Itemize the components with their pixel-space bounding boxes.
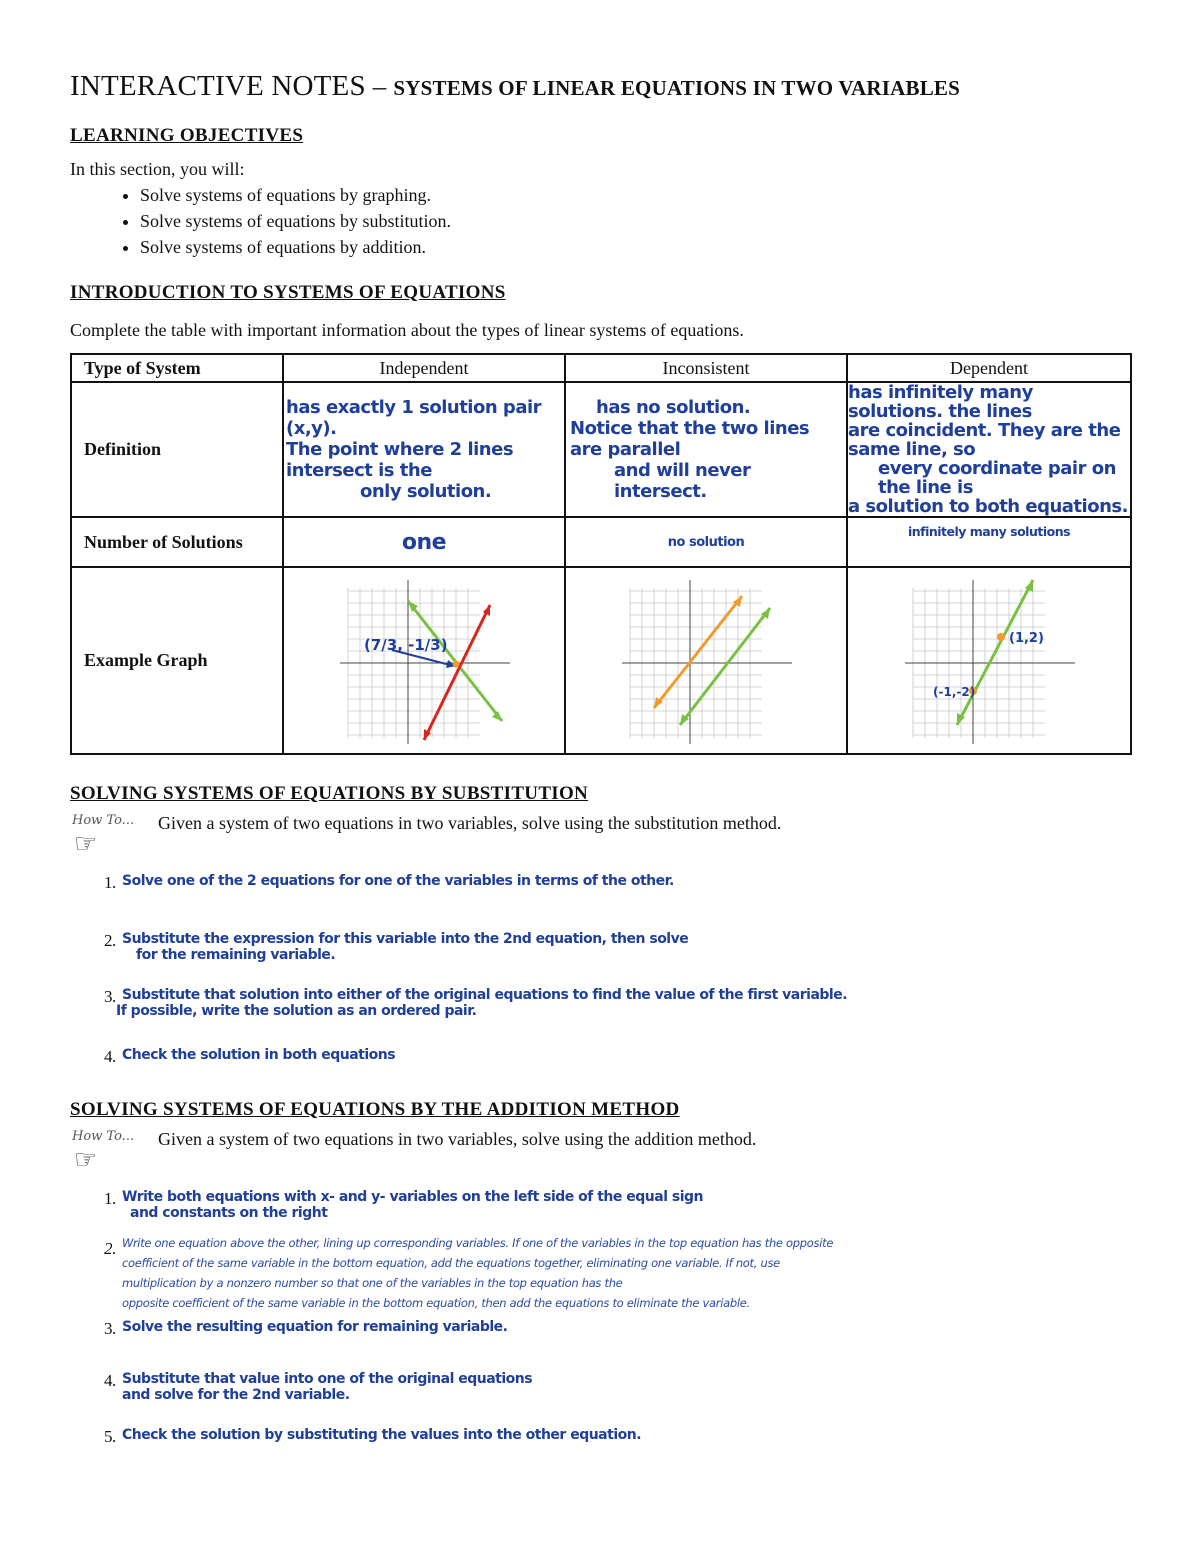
objectives-heading: LEARNING OBJECTIVES bbox=[70, 125, 304, 146]
intro-instruction: Complete the table with important information about the types of linear systems of equations. bbox=[70, 320, 744, 340]
list-item bbox=[70, 1427, 1130, 1457]
definition-inconsistent bbox=[565, 382, 847, 517]
objectives-intro: In this section, you will: bbox=[70, 159, 245, 179]
howto-text: Given a system of two equations in two variables, solve using the addition method. bbox=[158, 1129, 757, 1149]
objective-item: • Solve systems of equations by graphing. bbox=[140, 182, 1130, 208]
step-number: 4. bbox=[104, 1371, 116, 1390]
handwritten-line: every coordinate pair on the line is bbox=[878, 458, 1116, 498]
step-line: and solve for the 2nd variable. bbox=[122, 1387, 350, 1403]
step-line: Check the solution by substituting the values into the other equation. bbox=[122, 1427, 642, 1443]
step-line: If possible, write the solution as an ordered pair. bbox=[116, 1003, 477, 1019]
handwritten-line: a solution to both equations. bbox=[848, 496, 1128, 517]
page-title bbox=[70, 70, 1130, 103]
handwritten-line: only solution. bbox=[360, 481, 492, 502]
header-type: Type of System bbox=[71, 354, 283, 382]
graph-row bbox=[71, 567, 1131, 754]
substitution-howto bbox=[70, 813, 1130, 861]
independent-graph bbox=[284, 568, 564, 748]
pointing-hand-icon: ☞ bbox=[74, 1145, 98, 1174]
step-number: 5. bbox=[104, 1427, 116, 1446]
step-line: Write both equations with x- and y- variables on the left side of the equal sign bbox=[122, 1189, 703, 1205]
intro-heading: INTRODUCTION TO SYSTEMS OF EQUATIONS bbox=[70, 282, 506, 303]
step-line: Substitute that solution into either of the original equations to find the value of the first variable. bbox=[122, 987, 848, 1003]
substitution-heading: SOLVING SYSTEMS OF EQUATIONS BY SUBSTITUTION bbox=[70, 783, 589, 804]
number-row bbox=[71, 517, 1131, 567]
number-inconsistent: no solution bbox=[565, 517, 847, 567]
step-line: Solve one of the 2 equations for one of the variables in terms of the other. bbox=[122, 873, 674, 889]
graph-label: Example Graph bbox=[71, 567, 283, 754]
handwritten-line: has infinitely many solutions. the lines bbox=[848, 382, 1033, 422]
addition-steps bbox=[70, 1189, 1130, 1457]
step-number: 3. bbox=[104, 1319, 116, 1338]
step-number: 1. bbox=[104, 1189, 116, 1208]
list-item bbox=[70, 1189, 1130, 1233]
header-independent: Independent bbox=[283, 354, 565, 382]
pointing-hand-icon: ☞ bbox=[74, 829, 98, 858]
list-item bbox=[70, 873, 1130, 931]
list-item bbox=[70, 1047, 1130, 1087]
table-header-row bbox=[71, 354, 1131, 382]
graph-independent bbox=[283, 567, 565, 754]
dependent-graph bbox=[849, 568, 1129, 748]
inconsistent-graph bbox=[566, 568, 846, 748]
howto-label: How To... bbox=[72, 813, 135, 828]
list-item bbox=[70, 931, 1130, 987]
green-line bbox=[957, 580, 1033, 725]
graph-dependent bbox=[847, 567, 1131, 754]
list-item bbox=[70, 1319, 1130, 1371]
step-line: Solve the resulting equation for remaining variable. bbox=[122, 1319, 508, 1335]
handwritten-line: and will never intersect. bbox=[614, 460, 751, 502]
step-number: 2. bbox=[104, 1239, 117, 1258]
title-sub: SYSTEMS OF LINEAR EQUATIONS IN TWO VARIABLES bbox=[393, 76, 961, 100]
list-item bbox=[70, 1233, 1130, 1319]
step-line: multiplication by a nonzero number so that one of the variables in the top equation has the bbox=[122, 1276, 623, 1290]
step-line: Substitute the expression for this variable into the 2nd equation, then solve bbox=[122, 931, 689, 947]
step-line: opposite coefficient of the same variable in the bottom equation, then add the equations to eliminate the variable. bbox=[122, 1296, 750, 1310]
definition-dependent bbox=[847, 382, 1131, 517]
step-number: 2. bbox=[104, 931, 116, 950]
red-line bbox=[424, 605, 490, 740]
title-main: INTERACTIVE NOTES bbox=[70, 70, 366, 102]
number-independent: one bbox=[283, 517, 565, 567]
step-line: Substitute that value into one of the original equations bbox=[122, 1371, 533, 1387]
step-line: for the remaining variable. bbox=[136, 947, 336, 963]
handwritten-line: are coincident. They are the same line, so bbox=[848, 420, 1121, 460]
step-line: Check the solution in both equations bbox=[122, 1047, 396, 1063]
title-dash: – bbox=[365, 71, 394, 101]
intersection-point bbox=[453, 661, 460, 668]
number-label: Number of Solutions bbox=[71, 517, 283, 567]
point-label: (1,2) bbox=[1009, 631, 1044, 646]
header-dependent: Dependent bbox=[847, 354, 1131, 382]
handwritten-line: has no solution. bbox=[596, 397, 751, 418]
document-page bbox=[70, 70, 1130, 1457]
addition-heading: SOLVING SYSTEMS OF EQUATIONS BY THE ADDITION METHOD bbox=[70, 1099, 680, 1120]
objective-item: • Solve systems of equations by substitution. bbox=[140, 208, 1130, 234]
step-number: 4. bbox=[104, 1047, 116, 1066]
step-line: coefficient of the same variable in the bottom equation, add the equations together, eliminating one variable. If not, use bbox=[122, 1256, 780, 1270]
list-item bbox=[70, 1371, 1130, 1427]
point-label: (-1,-2) bbox=[933, 685, 976, 699]
objectives-list bbox=[70, 182, 1130, 260]
systems-table bbox=[70, 353, 1132, 755]
definition-label: Definition bbox=[71, 382, 283, 517]
substitution-steps bbox=[70, 873, 1130, 1087]
step-number: 1. bbox=[104, 873, 116, 892]
howto-badge bbox=[70, 813, 156, 861]
number-dependent: infinitely many solutions bbox=[847, 517, 1131, 567]
green-line bbox=[680, 608, 770, 725]
step-line: and constants on the right bbox=[130, 1205, 328, 1221]
howto-label: How To... bbox=[72, 1129, 135, 1144]
header-inconsistent: Inconsistent bbox=[565, 354, 847, 382]
intersection-label: (7/3, -1/3) bbox=[364, 636, 448, 654]
step-line: Write one equation above the other, lining up corresponding variables. If one of the variables in the top equation has the opposite bbox=[122, 1236, 834, 1250]
handwritten-line: The point where 2 lines intersect is the bbox=[286, 439, 514, 481]
handwritten-line: Notice that the two lines are parallel bbox=[570, 418, 810, 460]
orange-line bbox=[654, 596, 742, 708]
objective-item: • Solve systems of equations by addition. bbox=[140, 234, 1130, 260]
definition-row bbox=[71, 382, 1131, 517]
point-1-2 bbox=[997, 633, 1005, 641]
howto-badge bbox=[70, 1129, 156, 1177]
list-item bbox=[70, 987, 1130, 1047]
howto-text: Given a system of two equations in two variables, solve using the substitution method. bbox=[158, 813, 782, 833]
definition-independent bbox=[283, 382, 565, 517]
handwritten-line: has exactly 1 solution pair (x,y). bbox=[286, 397, 542, 439]
step-number: 3. bbox=[104, 987, 116, 1006]
addition-howto bbox=[70, 1129, 1130, 1177]
graph-inconsistent bbox=[565, 567, 847, 754]
